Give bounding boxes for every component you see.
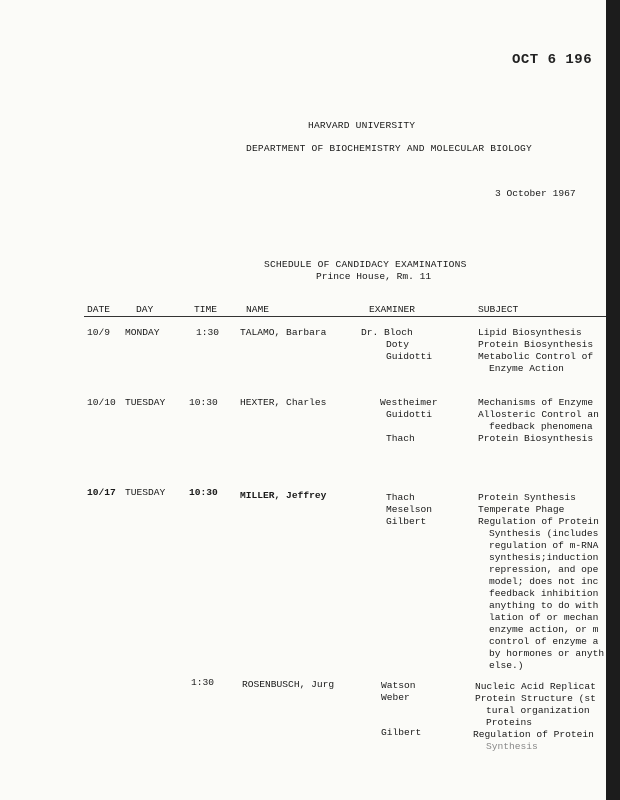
exam-day: TUESDAY: [125, 397, 166, 408]
subject-line: else.): [489, 660, 524, 671]
subject-line: Protein Biosynthesis: [478, 433, 594, 444]
subject-line: repression, and ope: [489, 564, 599, 575]
subject-line: feedback phenomena: [489, 421, 593, 432]
examiner: Weber: [381, 692, 410, 703]
exam-time: 1:30: [191, 677, 215, 688]
subject-line: Protein Structure (st: [475, 693, 596, 704]
subject-line: Protein Biosynthesis: [478, 339, 594, 350]
schedule-title: SCHEDULE OF CANDIDACY EXAMINATIONS: [264, 259, 467, 270]
subject-line: Protein Synthesis: [478, 492, 576, 503]
subject-line: synthesis;induction: [489, 552, 599, 563]
examiner: Watson: [381, 680, 416, 691]
subject-line: Proteins: [486, 717, 533, 728]
examiner: Westheimer: [380, 397, 438, 408]
received-date-stamp: OCT 6 196: [512, 52, 593, 68]
column-header-name: NAME: [246, 304, 270, 315]
column-header-date: DATE: [87, 304, 111, 315]
subject-line: Metabolic Control of: [478, 351, 594, 362]
exam-day: TUESDAY: [125, 487, 166, 498]
column-header-subject: SUBJECT: [478, 304, 519, 315]
header-underline: [84, 316, 606, 317]
subject-line: model; does not inc: [489, 576, 599, 587]
subject-line: enzyme action, or m: [489, 624, 599, 635]
subject-line: anything to do with: [489, 600, 599, 611]
subject-line: Regulation of Protein: [473, 729, 594, 740]
document-date: 3 October 1967: [495, 188, 576, 199]
examiner: Doty: [386, 339, 410, 350]
subject-line: Synthesis: [486, 741, 538, 752]
candidate-name: MILLER, Jeffrey: [240, 490, 327, 501]
exam-day: MONDAY: [125, 327, 160, 338]
subject-line: feedback inhibition: [489, 588, 599, 599]
examiner: Guidotti: [386, 409, 433, 420]
exam-time: 1:30: [196, 327, 220, 338]
examiner: Thach: [386, 433, 415, 444]
column-header-time: TIME: [194, 304, 218, 315]
subject-line: Regulation of Protein: [478, 516, 599, 527]
subject-line: Temperate Phage: [478, 504, 565, 515]
examiner: Gilbert: [381, 727, 422, 738]
subject-line: by hormones or anyth: [489, 648, 605, 659]
column-header-examiner: EXAMINER: [369, 304, 416, 315]
examiner: Meselson: [386, 504, 433, 515]
subject-line: control of enzyme a: [489, 636, 599, 647]
exam-date: 10/9: [87, 327, 111, 338]
examiner: Dr. Bloch: [361, 327, 413, 338]
subject-line: Lipid Biosynthesis: [478, 327, 582, 338]
column-header-day: DAY: [136, 304, 154, 315]
subject-line: Synthesis (includes: [489, 528, 599, 539]
exam-date: 10/10: [87, 397, 116, 408]
subject-line: Mechanisms of Enzyme: [478, 397, 594, 408]
subject-line: Allosteric Control an: [478, 409, 599, 420]
candidate-name: ROSENBUSCH, Jurg: [242, 679, 335, 690]
candidate-name: HEXTER, Charles: [240, 397, 327, 408]
subject-line: tural organization: [486, 705, 590, 716]
examiner: Guidotti: [386, 351, 433, 362]
subject-line: regulation of m-RNA: [489, 540, 599, 551]
exam-time: 10:30: [189, 487, 218, 498]
department-name: DEPARTMENT OF BIOCHEMISTRY AND MOLECULAR BIOLOGY: [246, 143, 532, 154]
examiner: Gilbert: [386, 516, 427, 527]
exam-time: 10:30: [189, 397, 218, 408]
subject-line: Enzyme Action: [489, 363, 564, 374]
examiner: Thach: [386, 492, 415, 503]
subject-line: lation of or mechan: [489, 612, 599, 623]
exam-date: 10/17: [87, 487, 116, 498]
university-name: HARVARD UNIVERSITY: [308, 120, 416, 131]
candidate-name: TALAMO, Barbara: [240, 327, 327, 338]
subject-line: Nucleic Acid Replicat: [475, 681, 596, 692]
exam-location: Prince House, Rm. 11: [316, 271, 432, 282]
